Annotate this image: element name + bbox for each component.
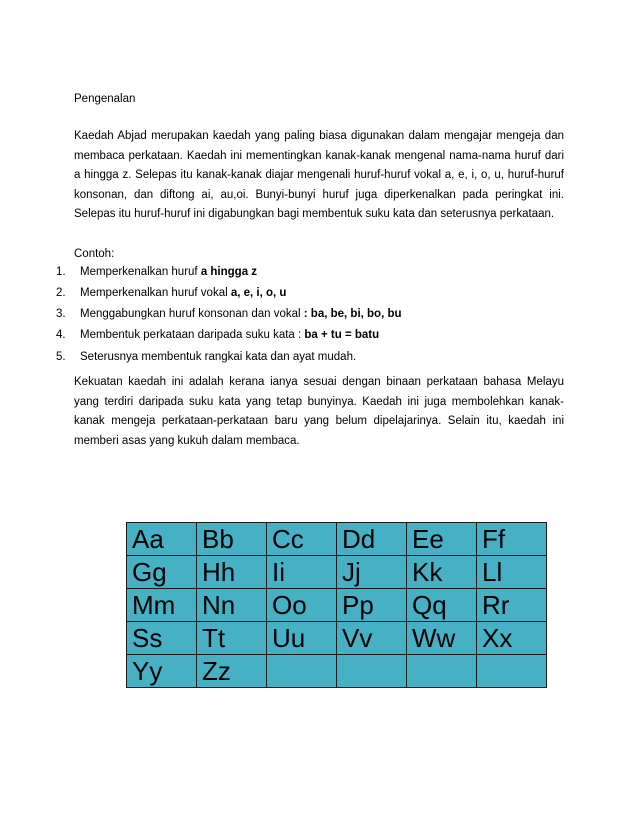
list-bold-text: ba + tu = batu (304, 329, 380, 341)
letter-cell: Xx (477, 622, 547, 655)
list-text: Memperkenalkan huruf vokal (80, 287, 231, 299)
table-row (127, 589, 547, 622)
letter-cell: Oo (267, 589, 337, 622)
list-bold-text: : ba, be, bi, bo, bu (303, 308, 402, 320)
letter-cell: Qq (407, 589, 477, 622)
empty-cell (267, 655, 337, 688)
table-row (127, 556, 547, 589)
list-number: 4. (56, 329, 66, 341)
letter-cell: Aa (127, 523, 197, 556)
letter-cell: Tt (197, 622, 267, 655)
letter-cell: Ff (477, 523, 547, 556)
letter-cell: Ss (127, 622, 197, 655)
letter-cell: Hh (197, 556, 267, 589)
empty-cell (407, 655, 477, 688)
table-row (127, 523, 547, 556)
list-text: Menggabungkan huruf konsonan dan vokal (80, 308, 304, 320)
strength-paragraph: Kekuatan kaedah ini adalah kerana ianya sesuai dengan binaan perkataan bahasa Melayu yang terdiri daripada suku kata yang tetap bunyinya. Kaedah ini juga membolehkan kanak-kanak mengeja perkataan-perkataan baru yang belum dipelajarinya. Selain itu, kaedah ini memberi asas yang kukuh dalam membaca. (74, 376, 564, 447)
letter-cell: Kk (407, 556, 477, 589)
letter-cell: Mm (127, 589, 197, 622)
letter-cell: Ii (267, 556, 337, 589)
list-text: Membentuk perkataan daripada suku kata : (80, 329, 305, 341)
letter-cell: Cc (267, 523, 337, 556)
letter-cell: Nn (197, 589, 267, 622)
example-label: Contoh: (74, 248, 115, 260)
letter-cell: Bb (197, 523, 267, 556)
list-number: 2. (56, 287, 66, 299)
letter-cell: Dd (337, 523, 407, 556)
letter-cell: Uu (267, 622, 337, 655)
letter-cell: Rr (477, 589, 547, 622)
letter-cell: Ee (407, 523, 477, 556)
empty-cell (477, 655, 547, 688)
intro-paragraph: Kaedah Abjad merupakan kaedah yang paling biasa digunakan dalam mengajar mengeja dan membaca perkataan. Kaedah ini mementingkan kanak-kanak mengenal nama-nama huruf dari a hingga z. Selepas itu kanak-kanak diajar mengenali huruf-huruf vokal a, e, i, o, u, huruf-huruf konsonan, dan diftong ai, au,oi. Bunyi-bunyi huruf juga diperkenalkan pada peringkat ini. Selepas itu huruf-huruf ini digabungkan bagi membentuk suku kata dan seterusnya perkataan. (74, 130, 564, 220)
list-text: Seterusnya membentuk rangkai kata dan ayat mudah. (80, 351, 357, 363)
list-text: Memperkenalkan huruf (80, 266, 201, 278)
list-bold-text: a, e, i, o, u (230, 287, 287, 299)
alphabet-table (126, 522, 547, 688)
table-row (127, 622, 547, 655)
letter-cell: Gg (127, 556, 197, 589)
letter-cell: Jj (337, 556, 407, 589)
letter-cell: Ll (477, 556, 547, 589)
list-number: 3. (56, 308, 66, 320)
letter-cell: Pp (337, 589, 407, 622)
list-number: 5. (56, 351, 66, 363)
list-number: 1. (56, 266, 66, 278)
letter-cell: Ww (407, 622, 477, 655)
letter-cell: Vv (337, 622, 407, 655)
letter-cell: Zz (197, 655, 267, 688)
letter-cell: Yy (127, 655, 197, 688)
empty-cell (337, 655, 407, 688)
list-bold-text: a hingga z (200, 266, 258, 278)
table-row (127, 655, 547, 688)
section-heading: Pengenalan (74, 93, 136, 105)
